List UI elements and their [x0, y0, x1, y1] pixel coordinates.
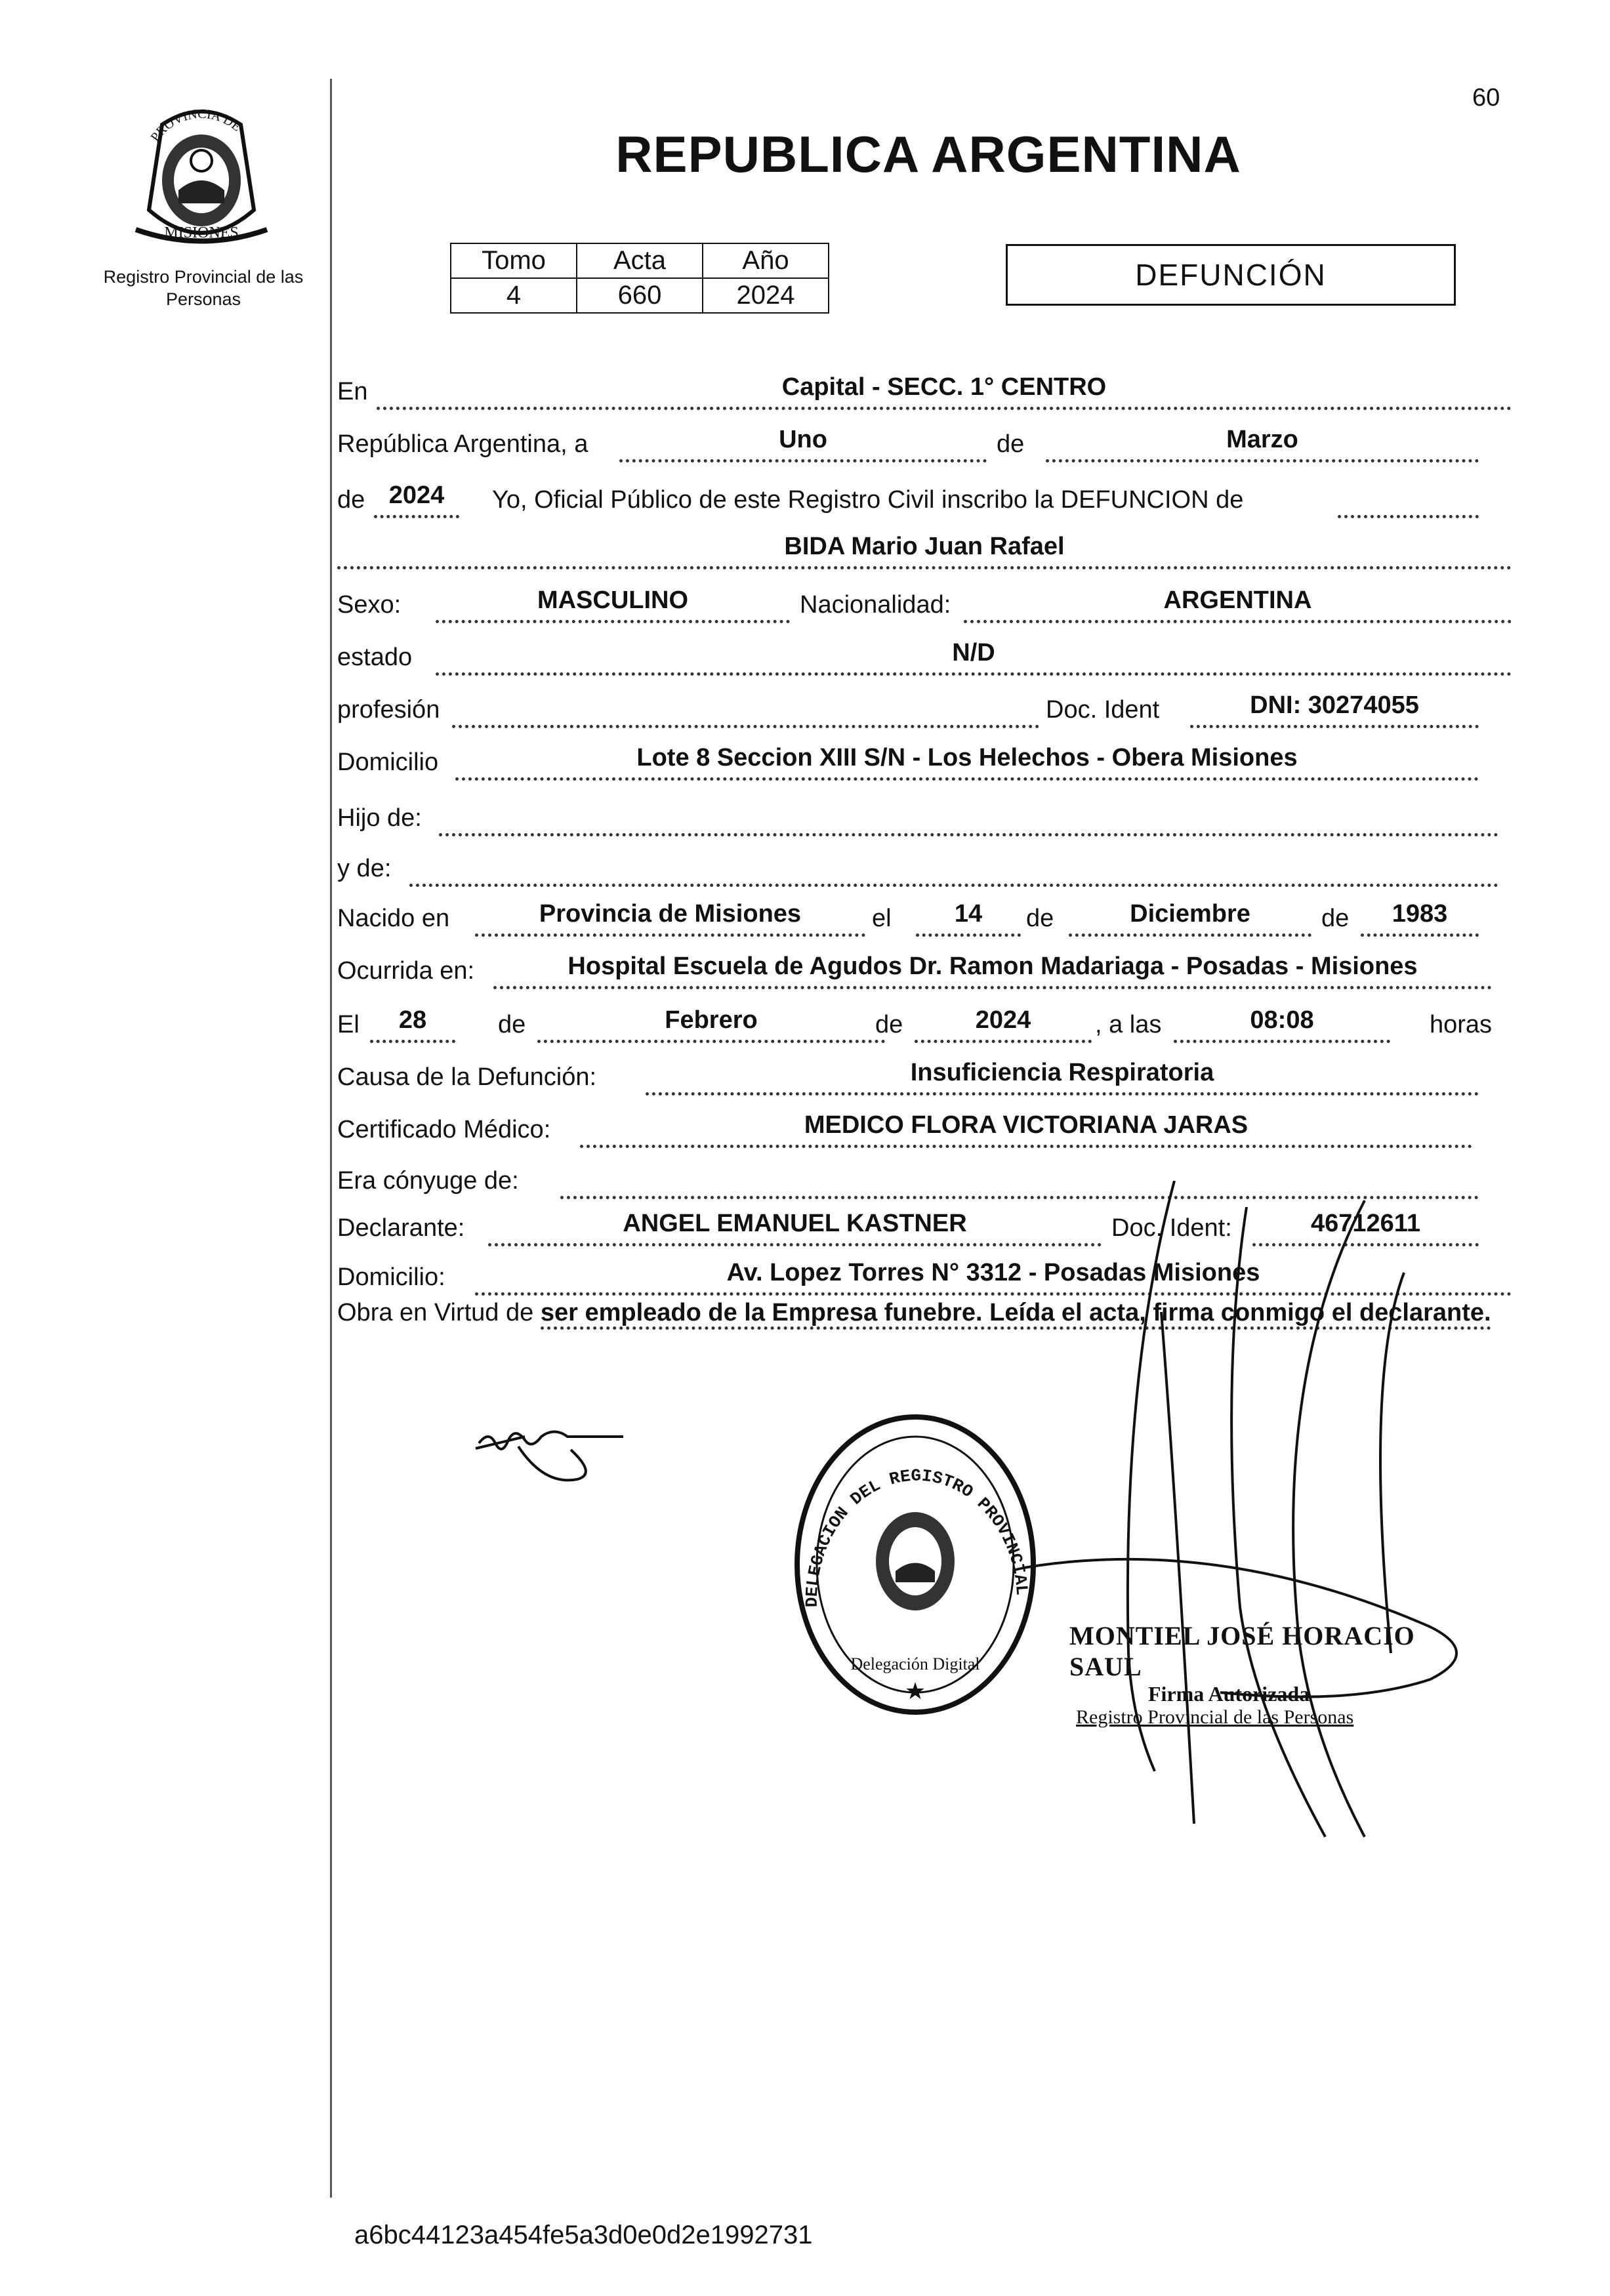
declarante-label: Declarante: — [337, 1214, 465, 1242]
death-de2-label: de — [875, 1011, 903, 1038]
page-number: 60 — [1472, 84, 1500, 112]
decl-doc-value: 46712611 — [1311, 1210, 1420, 1237]
obra-value: ser empleado de la Empresa funebre. Leída el acta, firma conmigo el declarante. — [541, 1299, 1491, 1330]
de-label: de — [997, 430, 1025, 458]
en-value: Capital - SECC. 1° CENTRO — [781, 373, 1107, 401]
causa-label: Causa de la Defunción: — [337, 1063, 597, 1091]
row-profesion — [337, 689, 1512, 728]
seal-bottom: Delegación Digital — [850, 1654, 980, 1673]
nacionalidad-value: ARGENTINA — [1163, 586, 1312, 614]
horas-label: horas — [1430, 1011, 1493, 1038]
nacionalidad-label: Nacionalidad: — [800, 591, 951, 619]
row-en — [337, 371, 1512, 410]
birth-de-label: de — [1026, 905, 1054, 932]
decl-domicilio-label: Domicilio: — [337, 1263, 445, 1291]
death-year-field — [915, 1003, 1092, 1043]
row-domicilio — [337, 741, 1512, 781]
row-fecha-defuncion — [337, 1004, 1512, 1043]
day-word: Uno — [779, 426, 827, 453]
yo-field — [1338, 478, 1479, 518]
profesion-field — [452, 688, 1039, 728]
death-year: 2024 — [975, 1006, 1031, 1034]
decl-doc-label: Doc. Ident: — [1111, 1214, 1232, 1242]
registry-label: Registro Provincial de las Personas — [103, 267, 304, 309]
official-signature — [1023, 1181, 1548, 1870]
yde-label: y de: — [337, 855, 392, 882]
official-seal — [791, 1410, 1040, 1719]
estado-field — [436, 636, 1512, 676]
doc-field — [1190, 688, 1479, 728]
el-label: el — [872, 905, 892, 932]
en-label: En — [337, 378, 368, 405]
value-acta: 660 — [577, 278, 703, 313]
ocurrida-label: Ocurrida en: — [337, 957, 475, 985]
de-year-label: de — [337, 486, 365, 514]
birth-month-field — [1069, 897, 1311, 937]
header-tomo: Tomo — [451, 243, 577, 278]
month-field — [1046, 422, 1479, 462]
svg-text:PROVINCIA DE: PROVINCIA DE — [148, 106, 244, 144]
row-causa — [337, 1056, 1512, 1096]
stamp-office: Registro Provincial de las Personas — [1076, 1706, 1354, 1728]
deceased-name: BIDA Mario Juan Rafael — [784, 533, 1065, 560]
domicilio-label: Domicilio — [337, 748, 439, 776]
yo-text: Yo, Oficial Público de este Registro Civil inscribo la DEFUNCION de — [492, 486, 1244, 514]
stamp-role: Firma Autorizada — [1148, 1682, 1310, 1706]
birth-year: 1983 — [1392, 900, 1448, 928]
El-label: El — [337, 1011, 360, 1038]
estado-label: estado — [337, 644, 413, 671]
ocurrida-value: Hospital Escuela de Agudos Dr. Ramon Madariaga - Posadas - Misiones — [568, 953, 1418, 980]
death-day: 28 — [398, 1006, 427, 1034]
profesion-label: profesión — [337, 696, 440, 724]
row-sexo — [337, 584, 1512, 623]
row-certificado — [337, 1109, 1512, 1148]
seal-text: DELEGACION DEL REGISTRO PROVINCIAL — [802, 1466, 1032, 1608]
certificado-field — [580, 1108, 1472, 1148]
row-name — [337, 530, 1512, 569]
death-month: Febrero — [665, 1006, 758, 1034]
name-field — [337, 529, 1512, 569]
sexo-label: Sexo: — [337, 591, 402, 619]
birth-de2-label: de — [1321, 905, 1350, 932]
stamp-name: MONTIEL JOSÉ HORACIO SAUL — [1069, 1621, 1415, 1681]
header-acta: Acta — [577, 243, 703, 278]
row-estado — [337, 636, 1512, 676]
value-tomo: 4 — [451, 278, 577, 313]
day-field — [619, 422, 987, 462]
certificado-label: Certificado Médico: — [337, 1116, 551, 1143]
en-field — [377, 370, 1512, 410]
doc-value: DNI: 30274055 — [1250, 691, 1419, 719]
death-de-label: de — [498, 1011, 526, 1038]
birth-day: 14 — [954, 900, 983, 928]
death-day-field — [370, 1003, 455, 1043]
estado-value: N/D — [952, 639, 995, 666]
causa-field — [646, 1056, 1479, 1096]
rep-label: República Argentina, a — [337, 430, 588, 458]
certificado-value: MEDICO FLORA VICTORIANA JARAS — [804, 1111, 1249, 1139]
left-margin-line — [330, 79, 332, 2198]
nacido-value: Provincia de Misiones — [539, 900, 802, 928]
hijo-label: Hijo de: — [337, 804, 422, 832]
domicilio-value: Lote 8 Seccion XIII S/N - Los Helechos - Obera Misiones — [636, 744, 1298, 771]
birth-month: Diciembre — [1130, 900, 1250, 928]
row-year — [337, 479, 1512, 518]
value-anio: 2024 — [703, 278, 829, 313]
conyuge-label: Era cónyuge de: — [337, 1167, 519, 1195]
svg-text:★: ★ — [904, 1677, 926, 1704]
causa-value: Insuficiencia Respiratoria — [910, 1059, 1214, 1086]
page-title: REPUBLICA ARGENTINA — [615, 125, 1241, 183]
nacionalidad-field — [964, 583, 1512, 623]
row-yde — [337, 848, 1512, 887]
nacido-field — [475, 897, 865, 937]
sexo-value: MASCULINO — [537, 586, 689, 614]
year-field — [374, 478, 459, 518]
death-time: 08:08 — [1250, 1006, 1314, 1034]
obra-label: Obra en Virtud de — [337, 1299, 534, 1326]
row-date — [337, 423, 1512, 462]
declarante-value: ANGEL EMANUEL KASTNER — [623, 1210, 967, 1237]
year-value: 2024 — [388, 482, 445, 509]
record-table — [450, 243, 829, 314]
row-ocurrida — [337, 950, 1512, 989]
ocurrida-field — [493, 949, 1492, 989]
province-emblem — [123, 98, 280, 256]
domicilio-field — [455, 741, 1479, 781]
record-type-box: DEFUNCIÓN — [1006, 244, 1456, 306]
document-hash: a6bc44123a454fe5a3d0e0d2e1992731 — [354, 2221, 813, 2249]
hijo-field — [439, 796, 1498, 836]
svg-text:MISIONES: MISIONES — [164, 224, 239, 241]
death-time-field — [1174, 1003, 1390, 1043]
death-month-field — [537, 1003, 885, 1043]
doc-label: Doc. Ident — [1046, 696, 1160, 724]
declarante-field — [488, 1206, 1102, 1246]
nacido-label: Nacido en — [337, 905, 450, 932]
alas-label: , a las — [1095, 1011, 1162, 1038]
birth-day-field — [916, 897, 1021, 937]
decl-domicilio-value: Av. Lopez Torres N° 3312 - Posadas Misiones — [726, 1259, 1260, 1286]
header-anio: Año — [703, 243, 829, 278]
row-hijo — [337, 797, 1512, 836]
declarant-signature — [472, 1410, 630, 1502]
birth-year-field — [1361, 897, 1479, 937]
row-nacido — [337, 897, 1512, 937]
month-word: Marzo — [1226, 426, 1298, 453]
sexo-field — [436, 583, 790, 623]
yde-field — [409, 847, 1498, 887]
